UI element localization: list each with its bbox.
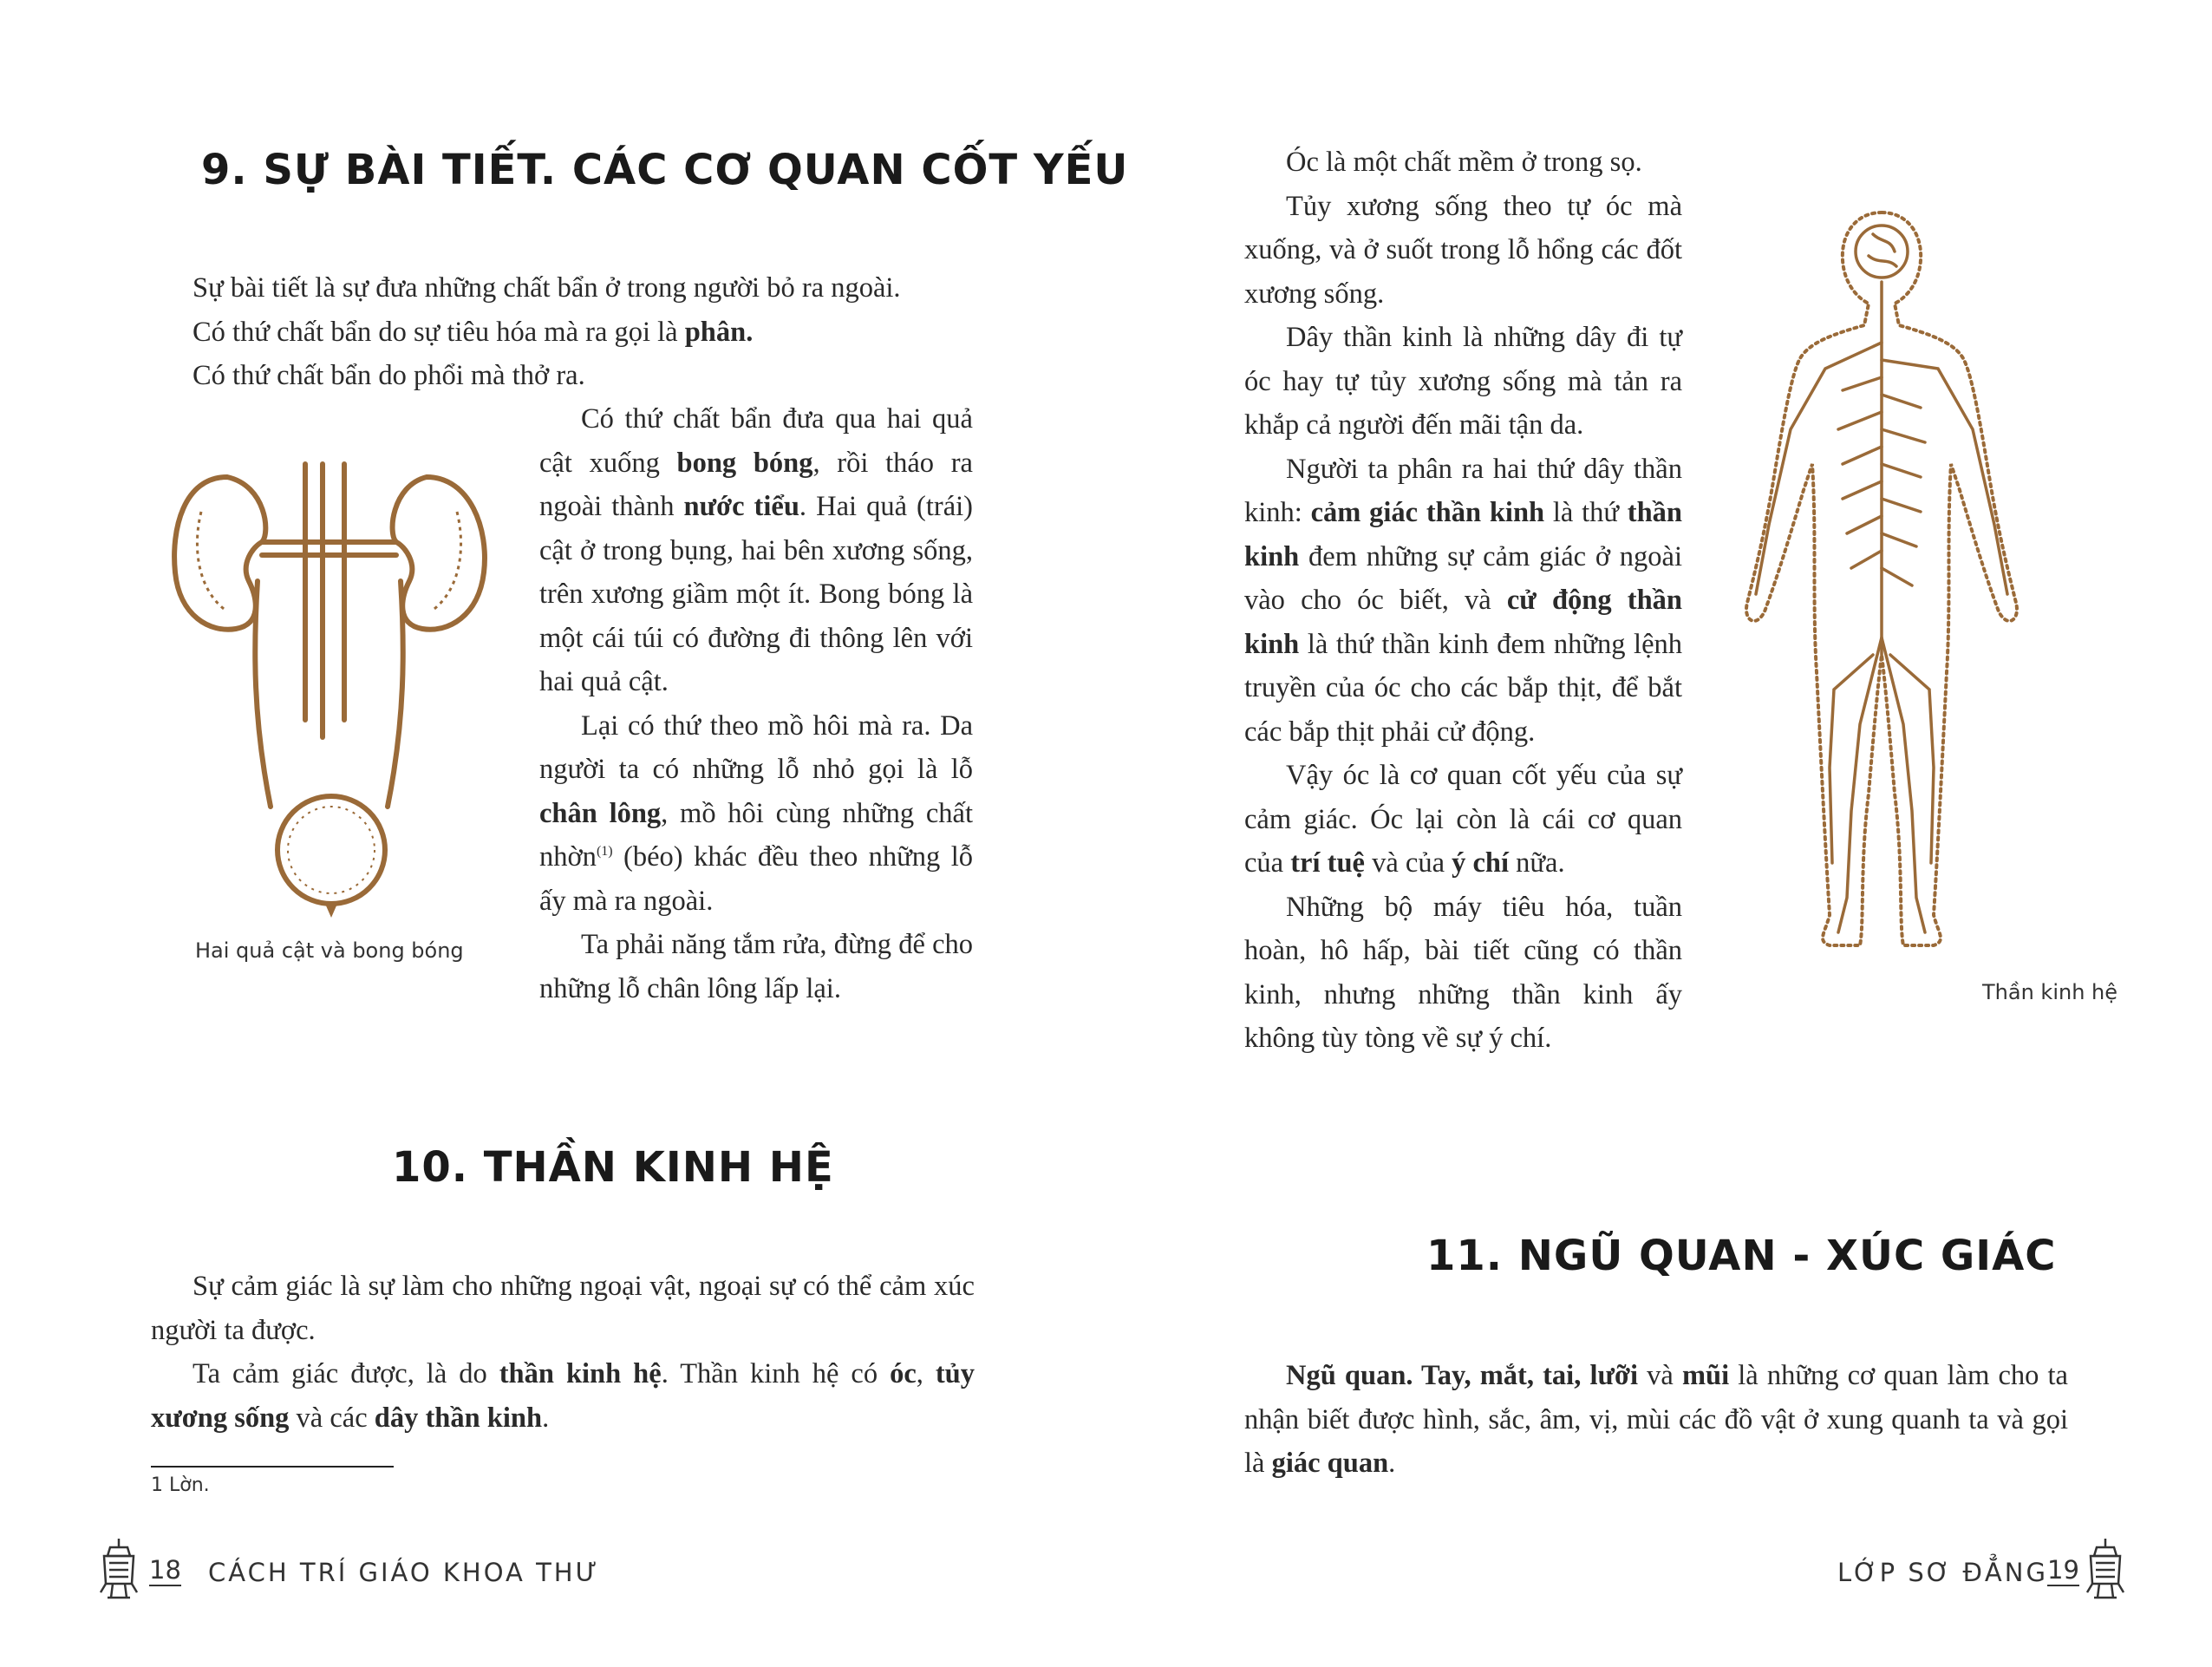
nervous-system-caption: Thần kinh hệ — [1982, 980, 2118, 1004]
section-11-body — [1244, 1354, 2068, 1486]
footnote-rule — [151, 1466, 394, 1468]
section-9-intro — [192, 266, 990, 398]
section-9-heading: 9. SỰ BÀI TIẾT. CÁC CƠ QUAN CỐT YẾU — [201, 146, 1129, 194]
sweat-paragraph: Lại có thứ theo mồ hôi mà ra. Da người ta có những lỗ nhỏ gọi là lỗ chân lông, mồ hôi cùng những chất nhờn$^{(1)}$ (béo) khác đều theo những lỗ ấy mà ra ngoài. — [539, 709, 973, 917]
urine-paragraph: Có thứ chất bẩn đưa qua hai quả cật xuống bong bóng, rồi tháo ra ngoài thành nước tiểu. Hai quả (trái) cật ở trong bụng, hai bên xương sống, trên xương giầm một ít. Bong bóng là một cái túi có đường đi thông lên với hai quả cật. — [539, 403, 973, 697]
kidneys-caption: Hai quả cật và bong bóng — [195, 938, 464, 963]
senses-paragraph: Ngũ quan. Tay, mắt, tai, lưỡi và mũi là những cơ quan làm cho ta nhận biết được hình, sắc, âm, vị, mùi các đồ vật ở xung quanh ta và gọi là giác quan. — [1244, 1360, 2068, 1479]
right-page — [1106, 0, 2212, 1667]
nerve-types-paragraph: Người ta phân ra hai thứ dây thần kinh: cảm giác thần kinh là thứ thần kinh đem những sự cảm giác ở ngoài vào cho óc biết, và cử động thần kinh là thứ thần kinh đem những lệnh truyền của óc cho các bắp thịt, để bắt các bắp thịt phải cử động. — [1244, 453, 1682, 748]
brain-paragraph: Óc là một chất mềm ở trong sọ. — [1286, 147, 1642, 178]
running-title-left: CÁCH TRÍ GIÁO KHOA THƯ — [208, 1558, 600, 1587]
section-10-body — [151, 1265, 975, 1440]
ornament-lamp-icon — [97, 1535, 140, 1605]
ornament-lamp-icon — [2084, 1535, 2127, 1605]
organs-paragraph: Những bộ máy tiêu hóa, tuần hoàn, hô hấp, bài tiết cũng có thần kinh, nhưng những thần kinh ấy không tùy tòng về sự ý chí. — [1244, 891, 1682, 1054]
kidneys-illustration — [166, 460, 496, 919]
sensation-paragraph: Sự cảm giác là sự làm cho những ngoại vật, ngoại sự có thể cảm xúc người ta được. — [151, 1271, 975, 1346]
section-11-heading: 11. NGŨ QUAN - XÚC GIÁC — [1426, 1232, 2057, 1280]
wash-paragraph: Ta phải năng tắm rửa, đừng để cho những lỗ chân lông lấp lại. — [539, 929, 973, 1004]
brain-role-paragraph: Vậy óc là cơ quan cốt yếu của sự cảm giác. Óc lại còn là cái cơ quan của trí tuệ và của ý chí nữa. — [1244, 760, 1682, 879]
page-number-left: 18 — [149, 1555, 181, 1585]
nervous-system-illustration — [1730, 204, 2033, 984]
intro-line-1: Sự bài tiết là sự đưa những chất bẩn ở trong người bỏ ra ngoài. — [192, 272, 901, 304]
running-title-right: LỚP SƠ ĐẲNG — [1837, 1558, 2048, 1587]
section-9-right-column — [539, 397, 973, 1010]
footnote-marker: (1) — [596, 844, 613, 860]
section-10-heading: 10. THẦN KINH HỆ — [392, 1143, 834, 1192]
intro-line-2: Có thứ chất bẩn do sự tiêu hóa mà ra gọi là phân. — [192, 316, 754, 348]
page-number-right: 19 — [2047, 1555, 2079, 1585]
intro-line-3: Có thứ chất bẩn do phổi mà thở ra. — [192, 360, 585, 391]
nerves-paragraph: Dây thần kinh là những dây đi tự óc hay tự tủy xương sống mà tản ra khắp cả người đến mãi tận da. — [1244, 322, 1682, 441]
nervous-text-column — [1244, 141, 1682, 1061]
spinal-cord-paragraph: Tủy xương sống theo tự óc mà xuống, và ở suốt trong lỗ hổng các đốt xương sống. — [1244, 190, 1682, 310]
nervous-system-paragraph: Ta cảm giác được, là do thần kinh hệ. Thần kinh hệ có óc, tủy xương sống và các dây thần kinh. — [151, 1358, 975, 1434]
footnote: 1 Lờn. — [151, 1474, 210, 1496]
